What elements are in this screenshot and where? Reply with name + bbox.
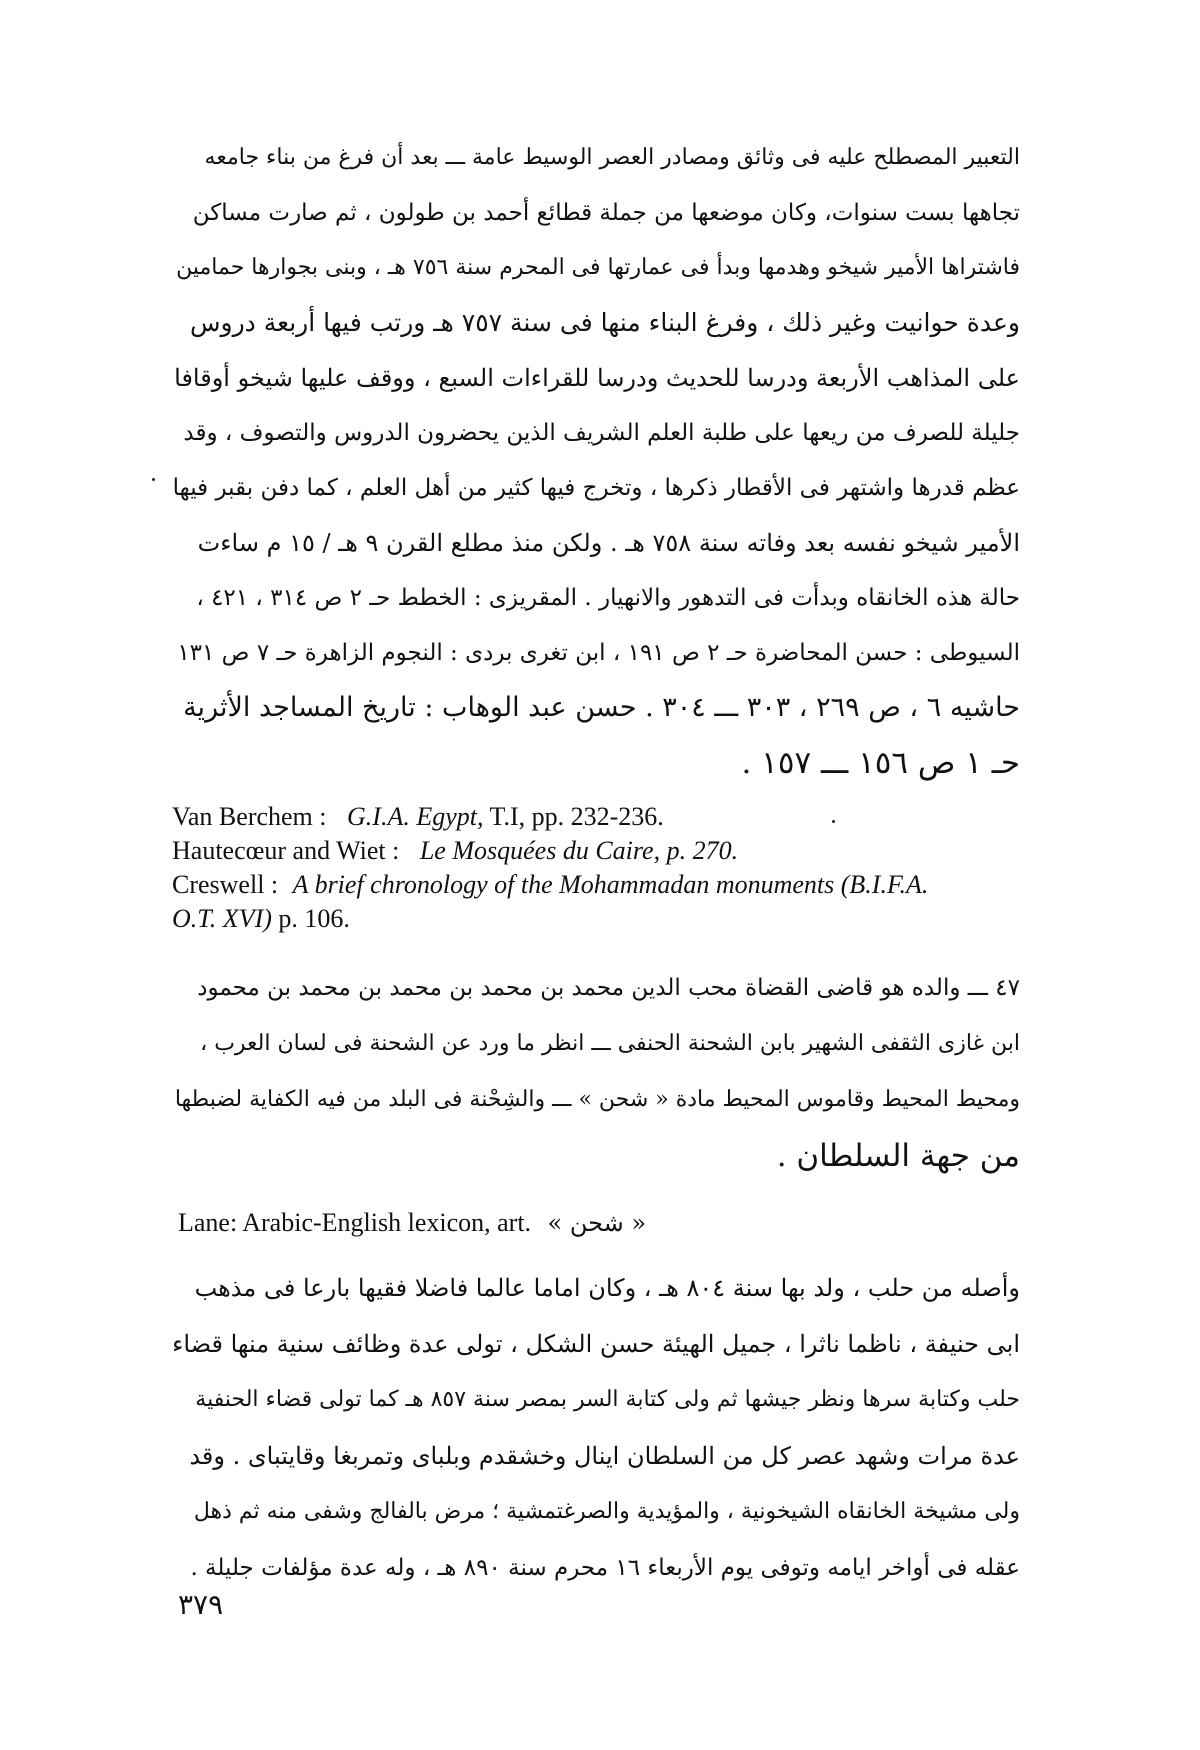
text-line: ابى حنيفة ، ناظما ناثرا ، جميل الهيئة حسن الشكل ، تولى عدة وظائف سنية منها قضاء — [172, 1330, 1020, 1358]
reference-detail: p. 106. — [271, 904, 350, 933]
text-line: الأمير شيخو نفسه بعد وفاته سنة ٧٥٨ هـ . ولكن منذ مطلع القرن ٩ هـ / ١٥ م ساءت — [197, 529, 1020, 557]
reference-title: O.T. XVI) — [172, 904, 272, 933]
reference-title: Le Mosquées du Caire, p. 270. — [419, 836, 739, 865]
lexicon-reference — [178, 1206, 646, 1240]
reference-title: G.I.A. Egypt, — [347, 802, 484, 831]
text-line: السيوطى : حسن المحاضرة حـ ٢ ص ١٩١ ، ابن تغرى بردى : النجوم الزاهرة حـ ٧ ص ١٣١ — [177, 640, 1020, 666]
text-line: عقله فى أواخر ايامه وتوفى يوم الأربعاء ١٦ محرم سنة ٨٩٠ هـ ، وله عدة مؤلفات جليلة . — [190, 1555, 1020, 1581]
lexicon-reference-text: Lane: Arabic-English lexicon, art. — [178, 1208, 532, 1237]
reference-author: Creswell : — [172, 870, 279, 899]
text-line: فاشتراها الأمير شيخو وهدمها وبدأ فى عمارتها فى المحرم سنة ٧٥٦ هـ ، وبنى بجوارها حمامين — [176, 255, 1020, 280]
lexicon-arabic-term: « شحن » — [547, 1209, 647, 1237]
text-line: تجاهها بست سنوات، وكان موضعها من جملة قطائع أحمد بن طولون ، ثم صارت مساكن — [192, 200, 1020, 226]
text-line: ولى مشيخة الخانقاه الشيخونية ، والمؤيدية والصرغتمشية ؛ مرض بالفالج وشفى منه ثم ذهل — [193, 1499, 1020, 1524]
ink-speck — [152, 478, 155, 481]
reference-line — [172, 868, 928, 902]
reference-line — [172, 834, 738, 868]
text-line: من جهة السلطان . — [776, 1138, 1020, 1174]
text-line: حالة هذه الخانقاه وبدأت فى التدهور والانهيار . المقريزى : الخطط حـ ٢ ص ٣١٤ ، ٤٢١ ، — [196, 585, 1020, 611]
text-line: ومحيط المحيط وقاموس المحيط مادة « شحن » ـــ والشِحْنة فى البلد من فيه الكفاية لضبطها — [174, 1087, 1020, 1112]
text-line: وأصله من حلب ، ولد بها سنة ٨٠٤ هـ ، وكان اماما عالما فاضلا فقيها بارعا فى مذهب — [194, 1274, 1020, 1302]
ink-speck — [832, 820, 835, 823]
text-line: ٤٧ ـــ والده هو قاضى القضاة محب الدين محمد بن محمد بن محمد بن محمد بن محمود — [197, 975, 1020, 1001]
reference-author: Van Berchem : — [172, 802, 327, 831]
text-line: عدة مرات وشهد عصر كل من السلطان اينال وخشقدم وبلباى وتمربغا وقايتباى . وقد — [189, 1442, 1020, 1470]
text-line: على المذاهب الأربعة ودرسا للحديث ودرسا للقراءات السبع ، ووقف عليها شيخو أوقافا — [174, 364, 1020, 392]
text-line: التعبير المصطلح عليه فى وثائق ومصادر العصر الوسيط عامة ـــ بعد أن فرغ من بناء جامعه — [204, 145, 1020, 170]
reference-author: Hautecœur and Wiet : — [172, 836, 400, 865]
text-line: حاشيه ٦ ، ص ٢٦٩ ، ٣٠٣ ـــ ٣٠٤ . حسن عبد الوهاب : تاريخ المساجد الأثرية — [183, 692, 1020, 723]
text-line: عظم قدرها واشتهر فى الأقطار ذكرها ، وتخرج فيها كثير من أهل العلم ، كما دفن بقبر فيها — [172, 475, 1020, 501]
reference-title: A brief chronology of the Mohammadan monuments (B.I.F.A. — [292, 870, 929, 899]
reference-line — [172, 800, 664, 834]
page-number: ٣٧٩ — [178, 1588, 224, 1621]
reference-line — [172, 902, 350, 936]
text-line: جليلة للصرف من ريعها على طلبة العلم الشريف الذين يحضرون الدروس والتصوف ، وقد — [183, 420, 1020, 446]
reference-detail: T.I, pp. 232-236. — [483, 802, 664, 831]
text-line: وعدة حوانيت وغير ذلك ، وفرغ البناء منها فى سنة ٧٥٧ هـ ورتب فيها أربعة دروس — [190, 308, 1020, 337]
text-line: ابن غازى الثقفى الشهير بابن الشحنة الحنفى ـــ انظر ما ورد عن الشحنة فى لسان العرب ، — [200, 1031, 1020, 1056]
text-line: حلب وكتابة سرها ونظر جيشها ثم ولى كتابة السر بمصر سنة ٨٥٧ هـ كما تولى قضاء الحنفية — [195, 1387, 1020, 1412]
text-line: حـ ١ ص ١٥٦ ـــ ١٥٧ . — [741, 745, 1020, 781]
